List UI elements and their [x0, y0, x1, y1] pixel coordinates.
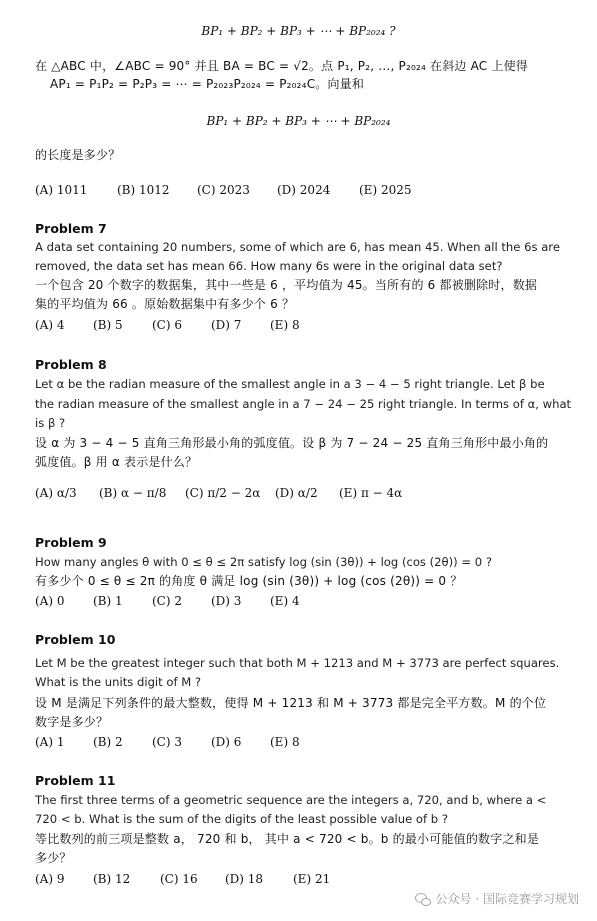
p11-cn-line2: 多少？ — [35, 851, 72, 865]
choice-b[interactable]: (B) 12 — [93, 872, 131, 886]
choice-a[interactable]: (A) 1011 — [35, 183, 88, 197]
choice-e[interactable]: (E) 2025 — [359, 183, 412, 197]
watermark-text: 公众号 · 国际竞赛学习规划 — [435, 892, 579, 906]
choice-e[interactable]: (E) 8 — [270, 318, 300, 332]
choice-a[interactable]: (A) α/3 — [35, 486, 77, 500]
choice-a[interactable]: (A) 9 — [35, 872, 65, 886]
p7-cn-line1: 一个包含 20 个数字的数据集，其中一些是 6 ，平均值为 45。当所有的 6 都被删除时，数据 — [35, 278, 538, 292]
p9-choices — [35, 592, 561, 610]
choice-c[interactable]: (C) 3 — [152, 735, 182, 749]
choice-d[interactable]: (D) 7 — [211, 318, 242, 332]
p9-cn-line1: 有多少个 0 ≤ θ ≤ 2π 的角度 θ 满足 log (sin (3θ)) + log (cos (2θ)) = 0 ？ — [35, 574, 463, 588]
p11-title: Problem 11 — [35, 773, 116, 788]
choice-e[interactable]: (E) π − 4α — [339, 486, 403, 500]
choice-b[interactable]: (B) 1 — [93, 594, 123, 608]
choice-d[interactable]: (D) 18 — [225, 872, 264, 886]
p11-choices — [35, 870, 561, 888]
choice-e[interactable]: (E) 4 — [270, 594, 300, 608]
p6-cn-line2: AP₁ = P₁P₂ = P₂P₃ = ⋯ = P₂₀₂₃P₂₀₂₄ = P₂₀₂₄C。向量和 — [50, 77, 365, 91]
p8-title: Problem 8 — [35, 357, 107, 372]
p9-en-line1: How many angles θ with 0 ≤ θ ≤ 2π satisfy log (sin (3θ)) + log (cos (2θ)) = 0 ? — [35, 555, 492, 569]
wechat-watermark — [415, 890, 579, 907]
choice-b[interactable]: (B) 2 — [93, 735, 123, 749]
choice-b[interactable]: (B) 1012 — [117, 183, 170, 197]
p8-choices — [35, 484, 561, 502]
choice-c[interactable]: (C) π/2 − 2α — [185, 486, 261, 500]
wechat-icon — [415, 892, 431, 906]
p6-cn-line1: 在 △ABC 中，∠ABC = 90° 并且 BA = BC = √2。点 P₁, P₂, …, P₂₀₂₄ 在斜边 AC 上使得 — [35, 59, 529, 73]
p10-choices — [35, 733, 561, 751]
p10-en-line2: What is the units digit of M ? — [35, 675, 202, 689]
choice-d[interactable]: (D) 3 — [211, 594, 242, 608]
p8-cn-line1: 设 α 为 3 − 4 − 5 直角三角形最小角的弧度值。设 β 为 7 − 24 − 25 直角三角形中最小角的 — [35, 436, 549, 450]
choice-a[interactable]: (A) 1 — [35, 735, 65, 749]
p6-choices — [35, 181, 561, 199]
p11-en-line1: The first three terms of a geometric sequence are the integers a, 720, and b, where a < — [35, 793, 547, 807]
choice-c[interactable]: (C) 16 — [160, 872, 198, 886]
choice-d[interactable]: (D) α/2 — [275, 486, 318, 500]
p7-en-line1: A data set containing 20 numbers, some of which are 6, has mean 45. When all the 6s are — [35, 240, 560, 254]
choice-e[interactable]: (E) 8 — [270, 735, 300, 749]
p10-en-line1: Let M be the greatest integer such that both M + 1213 and M + 3773 are perfect squares. — [35, 656, 560, 670]
choice-b[interactable]: (B) 5 — [93, 318, 123, 332]
p7-choices — [35, 316, 561, 334]
p10-title: Problem 10 — [35, 632, 116, 647]
p11-en-line2: 720 < b. What is the sum of the digits of the least possible value of b ? — [35, 812, 448, 826]
choice-c[interactable]: (C) 2023 — [197, 183, 250, 197]
p6-vector-formula: BP₁ + BP₂ + BP₃ + ⋯ + BP₂₀₂₄ — [206, 114, 391, 128]
choice-c[interactable]: (C) 2 — [152, 594, 182, 608]
choice-c[interactable]: (C) 6 — [152, 318, 182, 332]
p8-en-line1: Let α be the radian measure of the smallest angle in a 3 − 4 − 5 right triangle. Let β be — [35, 377, 545, 391]
p11-cn-line1: 等比数列的前三项是整数 a， 720 和 b， 其中 a < 720 < b。b 的最小可能值的数字之和是 — [35, 832, 540, 846]
choice-a[interactable]: (A) 4 — [35, 318, 65, 332]
top-vector-formula: BP₁ + BP₂ + BP₃ + ⋯ + BP₂₀₂₄ ? — [201, 24, 396, 38]
choice-a[interactable]: (A) 0 — [35, 594, 65, 608]
choice-b[interactable]: (B) α − π/8 — [99, 486, 167, 500]
choice-d[interactable]: (D) 6 — [211, 735, 242, 749]
choice-d[interactable]: (D) 2024 — [277, 183, 331, 197]
p8-en-line3: is β ? — [35, 416, 66, 430]
p8-en-line2: the radian measure of the smallest angle in a 7 − 24 − 25 right triangle. In terms of α, what — [35, 397, 572, 411]
choice-e[interactable]: (E) 21 — [293, 872, 331, 886]
p9-title: Problem 9 — [35, 535, 107, 550]
p7-en-line2: removed, the data set has mean 66. How many 6s were in the original data set? — [35, 259, 503, 273]
p6-cn-line3: 的长度是多少？ — [35, 148, 121, 162]
p8-cn-line2: 弧度值。β 用 α 表示是什么？ — [35, 455, 198, 469]
p10-cn-line1: 设 M 是满足下列条件的最大整数，使得 M + 1213 和 M + 3773 都是完全平方数。M 的个位 — [35, 696, 547, 710]
p7-title: Problem 7 — [35, 221, 107, 236]
p10-cn-line2: 数字是多少？ — [35, 715, 109, 729]
p7-cn-line2: 集的平均值为 66 。原始数据集中有多少个 6 ？ — [35, 297, 295, 311]
